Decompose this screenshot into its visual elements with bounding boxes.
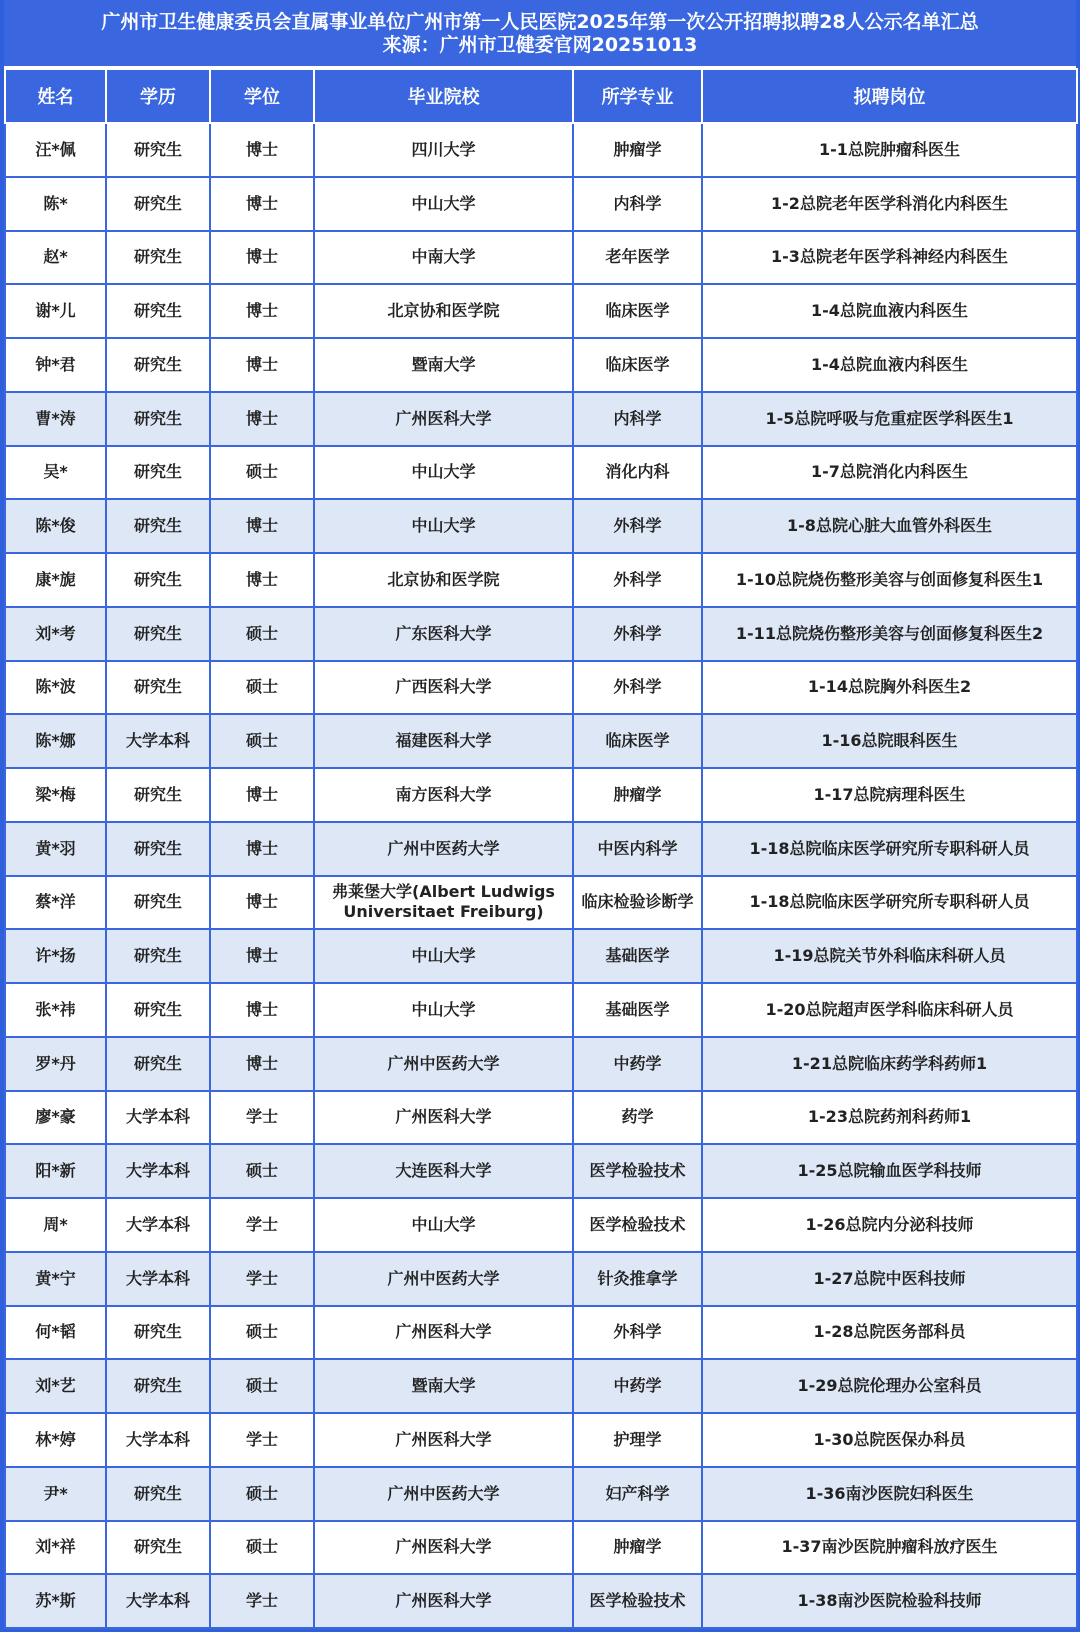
table-row — [5, 177, 1077, 231]
cell-major: 外科学 — [573, 553, 702, 607]
cell-degree: 硕士 — [210, 1144, 314, 1198]
cell-school: 广东医科大学 — [314, 607, 573, 661]
cell-degree: 硕士 — [210, 661, 314, 715]
cell-school: 弗莱堡大学(Albert Ludwigs Universitaet Freiburg) — [314, 876, 573, 930]
table-row — [5, 929, 1077, 983]
cell-name: 周* — [5, 1198, 106, 1252]
cell-major: 外科学 — [573, 499, 702, 553]
cell-position: 1-8总院心脏大血管外科医生 — [702, 499, 1077, 553]
cell-education: 研究生 — [106, 661, 210, 715]
cell-degree: 博士 — [210, 1037, 314, 1091]
cell-school: 大连医科大学 — [314, 1144, 573, 1198]
cell-name: 尹* — [5, 1467, 106, 1521]
cell-school: 福建医科大学 — [314, 714, 573, 768]
cell-name: 曹*涛 — [5, 392, 106, 446]
cell-position: 1-30总院医保办科员 — [702, 1413, 1077, 1467]
cell-position: 1-14总院胸外科医生2 — [702, 661, 1077, 715]
cell-name: 陈*娜 — [5, 714, 106, 768]
table-row — [5, 1091, 1077, 1145]
cell-education: 研究生 — [106, 338, 210, 392]
cell-degree: 博士 — [210, 392, 314, 446]
cell-major: 中药学 — [573, 1037, 702, 1091]
table-row — [5, 499, 1077, 553]
cell-name: 梁*梅 — [5, 768, 106, 822]
cell-position: 1-20总院超声医学科临床科研人员 — [702, 983, 1077, 1037]
table-body — [5, 123, 1077, 1628]
table-row — [5, 1521, 1077, 1575]
cell-degree: 博士 — [210, 338, 314, 392]
cell-major: 临床医学 — [573, 714, 702, 768]
cell-school: 暨南大学 — [314, 1359, 573, 1413]
table-row — [5, 1467, 1077, 1521]
cell-school: 广州医科大学 — [314, 392, 573, 446]
cell-major: 肿瘤学 — [573, 123, 702, 177]
cell-degree: 博士 — [210, 284, 314, 338]
title-line-1: 广州市卫生健康委员会直属事业单位广州市第一人民医院2025年第一次公开招聘拟聘28人公示名单汇总 — [101, 11, 979, 33]
cell-education: 大学本科 — [106, 1144, 210, 1198]
cell-education: 研究生 — [106, 768, 210, 822]
cell-major: 外科学 — [573, 607, 702, 661]
cell-position: 1-28总院医务部科员 — [702, 1306, 1077, 1360]
cell-education: 大学本科 — [106, 1198, 210, 1252]
cell-education: 研究生 — [106, 1359, 210, 1413]
cell-name: 谢*儿 — [5, 284, 106, 338]
table-row — [5, 983, 1077, 1037]
cell-education: 研究生 — [106, 1306, 210, 1360]
table-row — [5, 768, 1077, 822]
cell-major: 针灸推拿学 — [573, 1252, 702, 1306]
cell-education: 研究生 — [106, 499, 210, 553]
table-row — [5, 553, 1077, 607]
cell-position: 1-1总院肿瘤科医生 — [702, 123, 1077, 177]
cell-major: 外科学 — [573, 1306, 702, 1360]
cell-degree: 学士 — [210, 1198, 314, 1252]
cell-position: 1-25总院输血医学科技师 — [702, 1144, 1077, 1198]
cell-name: 阳*新 — [5, 1144, 106, 1198]
title-line-2: 来源：广州市卫健委官网20251013 — [382, 34, 698, 56]
cell-degree: 硕士 — [210, 607, 314, 661]
cell-degree: 博士 — [210, 231, 314, 285]
cell-school: 中山大学 — [314, 1198, 573, 1252]
cell-school: 中山大学 — [314, 929, 573, 983]
cell-degree: 博士 — [210, 983, 314, 1037]
cell-major: 医学检验技术 — [573, 1198, 702, 1252]
cell-position: 1-5总院呼吸与危重症医学科医生1 — [702, 392, 1077, 446]
cell-school: 南方医科大学 — [314, 768, 573, 822]
table-row — [5, 392, 1077, 446]
cell-degree: 博士 — [210, 177, 314, 231]
cell-position: 1-21总院临床药学科药师1 — [702, 1037, 1077, 1091]
cell-school: 中山大学 — [314, 499, 573, 553]
cell-major: 肿瘤学 — [573, 768, 702, 822]
cell-school: 北京协和医学院 — [314, 284, 573, 338]
table-header-row — [5, 69, 1077, 123]
cell-position: 1-26总院内分泌科技师 — [702, 1198, 1077, 1252]
cell-position: 1-18总院临床医学研究所专职科研人员 — [702, 876, 1077, 930]
cell-school: 四川大学 — [314, 123, 573, 177]
cell-education: 大学本科 — [106, 714, 210, 768]
cell-position: 1-4总院血液内科医生 — [702, 284, 1077, 338]
table-row — [5, 714, 1077, 768]
cell-name: 陈* — [5, 177, 106, 231]
table-row — [5, 446, 1077, 500]
column-header-education: 学历 — [106, 69, 210, 123]
cell-school: 中南大学 — [314, 231, 573, 285]
cell-major: 内科学 — [573, 392, 702, 446]
cell-major: 妇产科学 — [573, 1467, 702, 1521]
cell-education: 研究生 — [106, 607, 210, 661]
cell-education: 研究生 — [106, 123, 210, 177]
cell-school: 中山大学 — [314, 446, 573, 500]
cell-school: 广州医科大学 — [314, 1306, 573, 1360]
table-row — [5, 1413, 1077, 1467]
cell-school: 广州医科大学 — [314, 1413, 573, 1467]
cell-education: 研究生 — [106, 446, 210, 500]
page-title — [4, 0, 1076, 68]
cell-degree: 博士 — [210, 822, 314, 876]
cell-name: 刘*艺 — [5, 1359, 106, 1413]
table-row — [5, 661, 1077, 715]
cell-name: 张*祎 — [5, 983, 106, 1037]
cell-school: 广州医科大学 — [314, 1091, 573, 1145]
table-row — [5, 1198, 1077, 1252]
cell-position: 1-27总院中医科技师 — [702, 1252, 1077, 1306]
cell-name: 钟*君 — [5, 338, 106, 392]
cell-education: 研究生 — [106, 392, 210, 446]
cell-position: 1-7总院消化内科医生 — [702, 446, 1077, 500]
cell-major: 内科学 — [573, 177, 702, 231]
table-row — [5, 1037, 1077, 1091]
cell-degree: 硕士 — [210, 1306, 314, 1360]
column-header-position: 拟聘岗位 — [702, 69, 1077, 123]
cell-position: 1-18总院临床医学研究所专职科研人员 — [702, 822, 1077, 876]
cell-education: 大学本科 — [106, 1574, 210, 1628]
cell-name: 刘*祥 — [5, 1521, 106, 1575]
cell-degree: 博士 — [210, 876, 314, 930]
cell-major: 临床检验诊断学 — [573, 876, 702, 930]
cell-school: 广州中医药大学 — [314, 1252, 573, 1306]
cell-position: 1-23总院药剂科药师1 — [702, 1091, 1077, 1145]
cell-position: 1-19总院关节外科临床科研人员 — [702, 929, 1077, 983]
cell-name: 林*婷 — [5, 1413, 106, 1467]
column-header-name: 姓名 — [5, 69, 106, 123]
table-row — [5, 876, 1077, 930]
cell-education: 研究生 — [106, 284, 210, 338]
cell-education: 研究生 — [106, 1037, 210, 1091]
cell-education: 研究生 — [106, 1467, 210, 1521]
cell-school: 广西医科大学 — [314, 661, 573, 715]
cell-degree: 博士 — [210, 123, 314, 177]
cell-position: 1-38南沙医院检验科技师 — [702, 1574, 1077, 1628]
cell-degree: 硕士 — [210, 714, 314, 768]
table-row — [5, 1574, 1077, 1628]
cell-education: 大学本科 — [106, 1252, 210, 1306]
cell-position: 1-4总院血液内科医生 — [702, 338, 1077, 392]
cell-school: 暨南大学 — [314, 338, 573, 392]
cell-degree: 硕士 — [210, 1359, 314, 1413]
cell-degree: 博士 — [210, 768, 314, 822]
cell-position: 1-16总院眼科医生 — [702, 714, 1077, 768]
cell-name: 康*旎 — [5, 553, 106, 607]
cell-major: 中药学 — [573, 1359, 702, 1413]
cell-position: 1-36南沙医院妇科医生 — [702, 1467, 1077, 1521]
table-row — [5, 1306, 1077, 1360]
cell-school: 广州医科大学 — [314, 1521, 573, 1575]
cell-education: 研究生 — [106, 876, 210, 930]
cell-position: 1-3总院老年医学科神经内科医生 — [702, 231, 1077, 285]
cell-position: 1-10总院烧伤整形美容与创面修复科医生1 — [702, 553, 1077, 607]
cell-name: 吴* — [5, 446, 106, 500]
cell-major: 药学 — [573, 1091, 702, 1145]
table-row — [5, 231, 1077, 285]
cell-name: 蔡*洋 — [5, 876, 106, 930]
cell-name: 黄*羽 — [5, 822, 106, 876]
cell-degree: 博士 — [210, 499, 314, 553]
cell-degree: 硕士 — [210, 1467, 314, 1521]
cell-education: 研究生 — [106, 1521, 210, 1575]
cell-education: 研究生 — [106, 553, 210, 607]
cell-name: 何*韬 — [5, 1306, 106, 1360]
cell-position: 1-11总院烧伤整形美容与创面修复科医生2 — [702, 607, 1077, 661]
cell-education: 研究生 — [106, 177, 210, 231]
cell-school: 北京协和医学院 — [314, 553, 573, 607]
cell-degree: 学士 — [210, 1413, 314, 1467]
cell-name: 汪*佩 — [5, 123, 106, 177]
cell-degree: 硕士 — [210, 446, 314, 500]
cell-degree: 博士 — [210, 553, 314, 607]
cell-school: 广州医科大学 — [314, 1574, 573, 1628]
column-header-school: 毕业院校 — [314, 69, 573, 123]
table-row — [5, 1144, 1077, 1198]
column-header-major: 所学专业 — [573, 69, 702, 123]
cell-degree: 博士 — [210, 929, 314, 983]
cell-name: 刘*考 — [5, 607, 106, 661]
cell-name: 赵* — [5, 231, 106, 285]
cell-name: 苏*斯 — [5, 1574, 106, 1628]
cell-major: 肿瘤学 — [573, 1521, 702, 1575]
cell-position: 1-29总院伦理办公室科员 — [702, 1359, 1077, 1413]
table-row — [5, 123, 1077, 177]
cell-major: 消化内科 — [573, 446, 702, 500]
cell-name: 罗*丹 — [5, 1037, 106, 1091]
cell-major: 临床医学 — [573, 338, 702, 392]
table-row — [5, 607, 1077, 661]
cell-education: 大学本科 — [106, 1091, 210, 1145]
table-row — [5, 1252, 1077, 1306]
column-header-degree: 学位 — [210, 69, 314, 123]
cell-major: 基础医学 — [573, 983, 702, 1037]
cell-education: 研究生 — [106, 929, 210, 983]
cell-school: 中山大学 — [314, 177, 573, 231]
cell-name: 廖*豪 — [5, 1091, 106, 1145]
cell-school: 广州中医药大学 — [314, 1467, 573, 1521]
cell-degree: 硕士 — [210, 1521, 314, 1575]
cell-major: 基础医学 — [573, 929, 702, 983]
cell-major: 护理学 — [573, 1413, 702, 1467]
cell-degree: 学士 — [210, 1091, 314, 1145]
table-row — [5, 1359, 1077, 1413]
cell-position: 1-2总院老年医学科消化内科医生 — [702, 177, 1077, 231]
cell-education: 研究生 — [106, 983, 210, 1037]
table-row — [5, 284, 1077, 338]
cell-name: 许*扬 — [5, 929, 106, 983]
table-row — [5, 338, 1077, 392]
cell-major: 中医内科学 — [573, 822, 702, 876]
cell-school: 广州中医药大学 — [314, 1037, 573, 1091]
cell-degree: 学士 — [210, 1574, 314, 1628]
cell-degree: 学士 — [210, 1252, 314, 1306]
cell-major: 外科学 — [573, 661, 702, 715]
cell-position: 1-17总院病理科医生 — [702, 768, 1077, 822]
table-row — [5, 822, 1077, 876]
cell-major: 医学检验技术 — [573, 1144, 702, 1198]
cell-education: 大学本科 — [106, 1413, 210, 1467]
cell-major: 临床医学 — [573, 284, 702, 338]
cell-name: 黄*宁 — [5, 1252, 106, 1306]
cell-school: 广州中医药大学 — [314, 822, 573, 876]
cell-school: 中山大学 — [314, 983, 573, 1037]
cell-major: 医学检验技术 — [573, 1574, 702, 1628]
cell-major: 老年医学 — [573, 231, 702, 285]
cell-education: 研究生 — [106, 822, 210, 876]
cell-name: 陈*俊 — [5, 499, 106, 553]
cell-name: 陈*波 — [5, 661, 106, 715]
cell-position: 1-37南沙医院肿瘤科放疗医生 — [702, 1521, 1077, 1575]
cell-education: 研究生 — [106, 231, 210, 285]
recruitment-table — [4, 68, 1078, 1629]
